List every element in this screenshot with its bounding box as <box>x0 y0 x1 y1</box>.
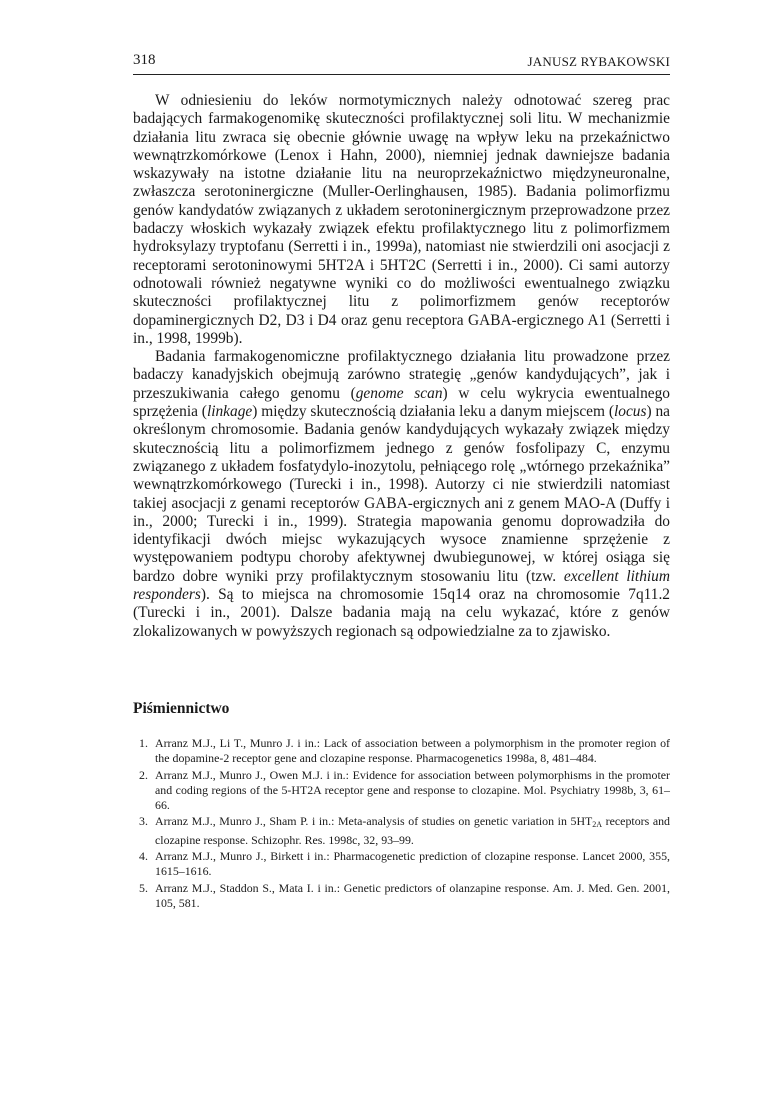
reference-number: 4. <box>139 849 148 864</box>
reference-text: Arranz M.J., Munro J., Owen M.J. i in.: Evidence for association between polymorphisms in the promoter and coding regions of the 5-HT2A receptor gene and response to clozapine. Mol. Psychiatry 1998b, 3, 61–66. <box>155 767 670 813</box>
paragraph-text: Badania farmakogenomiczne profilaktycznego działania litu prowadzone przez badaczy kanadyjskich obejmują zarówno strategię „genów kandydujących”, jak i przeszukiwania całego genomu ( <box>133 348 670 402</box>
paragraph-text: ). Są to miejsca na chromosomie 15q14 oraz na chromosomie 7q11.2 (Turecki i in., 2001). Dalsze badania mają na celu wykazać, które z genów zlokalizowanych w powyższych regionach są odpowiedzialne za to zjawisko. <box>133 586 670 640</box>
reference-number: 3. <box>139 814 148 829</box>
paragraph-text: ) między skutecznością działania leku a danym miejscem ( <box>252 403 614 421</box>
paragraph-2 <box>133 348 670 641</box>
term-genome-scan: genome scan <box>355 384 443 402</box>
term-locus: locus <box>613 403 647 421</box>
reference-text: Arranz M.J., Staddon S., Mata I. i in.: Genetic predictors of olanzapine response. Am. J. Med. Gen. 2001, 105, 581. <box>155 880 670 910</box>
term-excellent-lithium-responders: excellent lithium responders <box>133 567 670 604</box>
page-header <box>133 52 670 75</box>
main-text <box>133 92 670 641</box>
paragraph-text: ) na określonym chromosomie. Badania genów kandydujących wykazały związek między skutecznością litu a polimorfizmem jednego z genów fosfolipazy C, enzymu związanego z układem fosfatydylo-inozytolu, pełniącego rolę „wtórnego przekaźnika” wewnątrzkomórkowego (Turecki i in., 1998). Autorzy ci nie stwierdzili natomiast takiej asocjacji z genami receptorów GABA-ergicznych ani z genem MAO-A (Duffy i in., 2000; Turecki i in., 1999). Strategia mapowania genomu doprowadziła do identyfikacji dwóch miejsc wykazujących wysoce znamienne sprzężenie z występowaniem podtypu choroby afektywnej dwubiegunowej, w której osiąga się bardzo dobre wyniki przy profilaktycznym stosowaniu litu (tzw. <box>133 403 670 585</box>
subscript: 2A <box>592 820 603 830</box>
references-list <box>133 736 670 912</box>
reference-text: Arranz M.J., Munro J., Birkett i in.: Pharmacogenetic prediction of clozapine response. Lancet 2000, 355, 1615–1616. <box>155 849 670 879</box>
reference-item <box>133 736 670 767</box>
paragraph-1 <box>133 92 670 348</box>
reference-number: 2. <box>139 767 148 782</box>
page-number: 318 <box>133 52 156 68</box>
reference-item <box>133 849 670 880</box>
term-linkage: linkage <box>206 403 253 421</box>
reference-text-part: receptors and clozapine response. Schizophr. Res. 1998c, 32, 93–99. <box>155 814 671 847</box>
reference-number: 5. <box>139 880 148 895</box>
reference-text <box>155 814 670 846</box>
paragraph-text: W odniesieniu do leków normotymicznych należy odnotować szereg prac badających farmakogenomikę skuteczności profilaktycznej soli litu. W mechanizmie działania litu zwraca się obecnie głównie uwagę na wpływ leku na przekaźnictwo wewnątrzkomórkowe (Lenox i Hahn, 2000), niemniej jednak dawniejsze badania wskazywały na istotne działanie litu na neuroprzekaźnictwo międzyneuronalne, zwłaszcza serotoninergiczne (Muller-Oerlinghausen, 1985). Badania polimorfizmu genów kandydatów związanych z układem serotoninergicznym przeprowadzone przez badaczy włoskich wykazały związek efektu profilaktycznego litu z polimorfizmem hydroksylazy tryptofanu (Serretti i in., 1999a), natomiast nie stwierdzili oni asocjacji z receptorami serotoninowymi 5HT2A i 5HT2C (Serretti i in., 2000). Ci sami autorzy odnotowali również negatywne wyniki co do możliwości ewentualnego związku skuteczności profilaktycznej litu z polimorfizmem genów receptorów dopaminergicznych D2, D3 i D4 oraz genu receptora GABA-ergicznego A1 (Serretti i in., 1998, 1999b). <box>133 92 670 347</box>
reference-text-part: Arranz M.J., Munro J., Sham P. i in.: Meta-analysis of studies on genetic variation in 5HT <box>155 814 593 829</box>
paragraph-text: ) w celu wykrycia ewentualnego sprzężenia ( <box>133 384 670 421</box>
reference-item <box>133 814 670 848</box>
references-heading: Piśmiennictwo <box>133 700 230 717</box>
reference-text: Arranz M.J., Li T., Munro J. i in.: Lack of association between a polymorphism in the promoter region of the dopamine-2 receptor gene and clozapine response. Pharmacogenetics 1998a, 8, 481–484. <box>155 736 670 766</box>
reference-item <box>133 768 670 814</box>
running-head: JANUSZ RYBAKOWSKI <box>527 54 670 69</box>
reference-number: 1. <box>139 736 148 750</box>
reference-item <box>133 881 670 912</box>
